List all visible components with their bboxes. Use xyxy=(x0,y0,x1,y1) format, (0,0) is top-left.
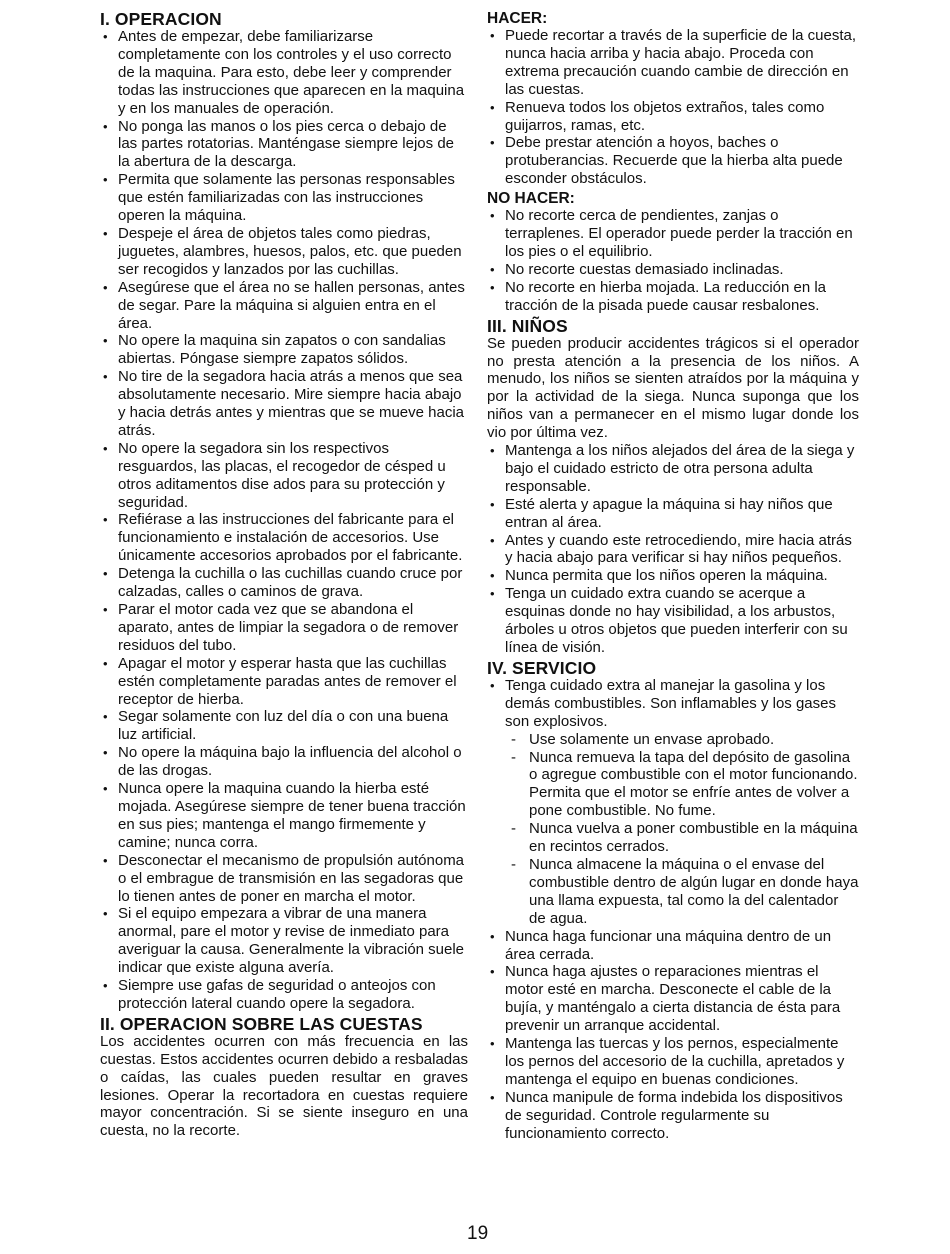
list-item: • Mantenga a los niños alejados del área de la siega y bajo el cuidado estricto de otra persona adulta responsable. xyxy=(487,442,859,496)
list-item: • Despeje el área de objetos tales como piedras, juguetes, alambres, huesos, palos, etc. que pueden ser recogidos y lanzados por las cuchillas. xyxy=(100,225,468,279)
sub-list-item: - Nunca almacene la máquina o el envase del combustible dentro de algún lugar en donde haya una llama expuesta, tal como la del calentador de agua. xyxy=(505,856,859,928)
list-item: • Apagar el motor y esperar hasta que las cuchillas estén completamente paradas antes de remover el receptor de hierba. xyxy=(100,655,468,709)
sub-list-item: - Use solamente un envase aprobado. xyxy=(505,731,859,749)
list-item: • Puede recortar a través de la superficie de la cuesta, nunca hacia arriba y hacia abajo. Proceda con extrema precaución cuando cambie de dirección en las cuestas. xyxy=(487,27,859,99)
list-item: • Refiérase a las instrucciones del fabricante para el funcionamiento e instalación de accesorios. Use únicamente accesorios aprobados por el fabricante. xyxy=(100,511,468,565)
list-item: • Si el equipo empezara a vibrar de una manera anormal, pare el motor y revise de inmediato para averiguar la causa. Generalmente la vibración suele indicar que existe alguna avería. xyxy=(100,905,468,977)
sub-list-item: - Nunca remueva la tapa del depósito de gasolina o agregue combustible con el motor funcionando. Permita que el motor se enfríe antes de volver a pone combustible. No fume. xyxy=(505,749,859,821)
section-heading-servicio: IV. SERVICIO xyxy=(487,657,597,678)
list-item: • Esté alerta y apague la máquina si hay niños que entran al área. xyxy=(487,496,859,532)
list-item: • Asegúrese que el área no se hallen personas, antes de segar. Pare la máquina si alguien entra en el área. xyxy=(100,279,468,333)
list-item: • No ponga las manos o los pies cerca o debajo de las partes rotatorias. Manténgase siempre lejos de la abertura de la descarga. xyxy=(100,118,468,172)
left-column xyxy=(100,10,468,1140)
list-item: • Nunca haga funcionar una máquina dentro de un área cerrada. xyxy=(487,928,859,964)
servicio-list xyxy=(487,677,859,1143)
section-heading-cuestas: II. OPERACION SOBRE LAS CUESTAS xyxy=(100,1013,423,1034)
list-item: • Nunca haga ajustes o reparaciones mientras el motor esté en marcha. Desconecte el cable de la bujía, y manténgalo a cierta distancia de ésta para prevenir un arranque accidental. xyxy=(487,963,859,1035)
cuestas-paragraph: Los accidentes ocurren con más frecuencia en las cuestas. Estos accidentes ocurren debido a resbaladas o caídas, las cuales pueden resultar en graves lesiones. Operar la recortadora en cuestas requiere mayor concentración. Si se siente inseguro en una cuesta, no la recorte. xyxy=(100,1032,468,1140)
section-heading-ninos: III. NIÑOS xyxy=(487,315,568,336)
list-item: • Siempre use gafas de seguridad o anteojos con protección lateral cuando opere la segadora. xyxy=(100,977,468,1013)
sub-list-item: - Nunca vuelva a poner combustible en la máquina en recintos cerrados. xyxy=(505,820,859,856)
list-item: • No recorte cerca de pendientes, zanjas o terraplenes. El operador puede perder la tracción en los pies o el equilibrio. xyxy=(487,207,859,261)
list-item: • Antes y cuando este retrocediendo, mire hacia atrás y hacia abajo para verificar si hay niños pequeños. xyxy=(487,532,859,568)
list-item: • Tenga un cuidado extra cuando se acerque a esquinas donde no hay visibilidad, a los arbustos, árboles u otros objetos que pueden interferir con su línea de visión. xyxy=(487,585,859,657)
list-item: • Parar el motor cada vez que se abandona el aparato, antes de limpiar la segadora o de remover residuos del tubo. xyxy=(100,601,468,655)
list-item: • Detenga la cuchilla o las cuchillas cuando cruce por calzadas, calles o caminos de grava. xyxy=(100,565,468,601)
list-item-text: Tenga cuidado extra al manejar la gasolina y los demás combustibles. Son inflamables y los gases son explosivos. xyxy=(505,676,836,730)
operacion-list xyxy=(100,28,468,1013)
list-item xyxy=(487,677,859,928)
list-item: • No opere la maquina sin zapatos o con sandalias abiertas. Póngase siempre zapatos sólidos. xyxy=(100,332,468,368)
list-item: • Desconectar el mecanismo de propulsión autónoma o el embrague de transmisión en las segadoras que lo tienen antes de poner en marcha el motor. xyxy=(100,852,468,906)
list-item: • Renueva todos los objetos extraños, tales como guijarros, ramas, etc. xyxy=(487,99,859,135)
servicio-sublist xyxy=(505,731,859,928)
no-hacer-list xyxy=(487,207,859,314)
hacer-list xyxy=(487,27,859,188)
list-item: • Nunca permita que los niños operen la máquina. xyxy=(487,567,859,585)
list-item: • Debe prestar atención a hoyos, baches o protuberancias. Recuerde que la hierba alta puede esconder obstáculos. xyxy=(487,134,859,188)
list-item: • Mantenga las tuercas y los pernos, especialmente los pernos del accesorio de la cuchilla, apretados y mantenga el equipo en buenas condiciones. xyxy=(487,1035,859,1089)
ninos-list xyxy=(487,442,859,657)
right-column xyxy=(487,10,859,1142)
list-item: • Nunca opere la maquina cuando la hierba esté mojada. Asegúrese siempre de tener buena tracción en sus pies; mantenga el mango firmemente y camine; nunca corra. xyxy=(100,780,468,852)
list-item: • No opere la máquina bajo la influencia del alcohol o de las drogas. xyxy=(100,744,468,780)
section-heading-operacion: I. OPERACION xyxy=(100,9,222,29)
page-number: 19 xyxy=(467,1223,489,1244)
list-item: • No tire de la segadora hacia atrás a menos que sea absolutamente necesario. Mire siempre hacia abajo y hacia detrás antes y mientras que se mueve hacia atrás. xyxy=(100,368,468,440)
list-item: • Permita que solamente las personas responsables que estén familiarizadas con las instrucciones operen la máquina. xyxy=(100,171,468,225)
subheading-no-hacer: NO HACER: xyxy=(487,190,575,208)
ninos-paragraph: Se pueden producir accidentes trágicos si el operador no presta atención a la presencia de los niños. A menudo, los niños se sienten atraídos por la máquina y por la actividad de la siega. Nunca suponga que los niños van a permanecer en el mismo lugar donde los vio por última vez. xyxy=(487,334,859,442)
list-item: • Antes de empezar, debe familiarizarse completamente con los controles y el uso correcto de la maquina. Para esto, debe leer y comprender todas las instrucciones que aparecen en la maquina y en los manuales de operación. xyxy=(100,28,468,118)
list-item: • No opere la segadora sin los respectivos resguardos, las placas, el recogedor de césped u otros aditamentos dise ados para su protección y seguridad. xyxy=(100,440,468,512)
subheading-hacer: HACER: xyxy=(487,10,548,27)
list-item: • Nunca manipule de forma indebida los dispositivos de seguridad. Controle regularmente su funcionamiento correcto. xyxy=(487,1089,859,1143)
list-item: • Segar solamente con luz del día o con una buena luz artificial. xyxy=(100,708,468,744)
list-item: • No recorte cuestas demasiado inclinadas. xyxy=(487,261,859,279)
list-item: • No recorte en hierba mojada. La reducción en la tracción de la pisada puede causar resbalones. xyxy=(487,279,859,315)
